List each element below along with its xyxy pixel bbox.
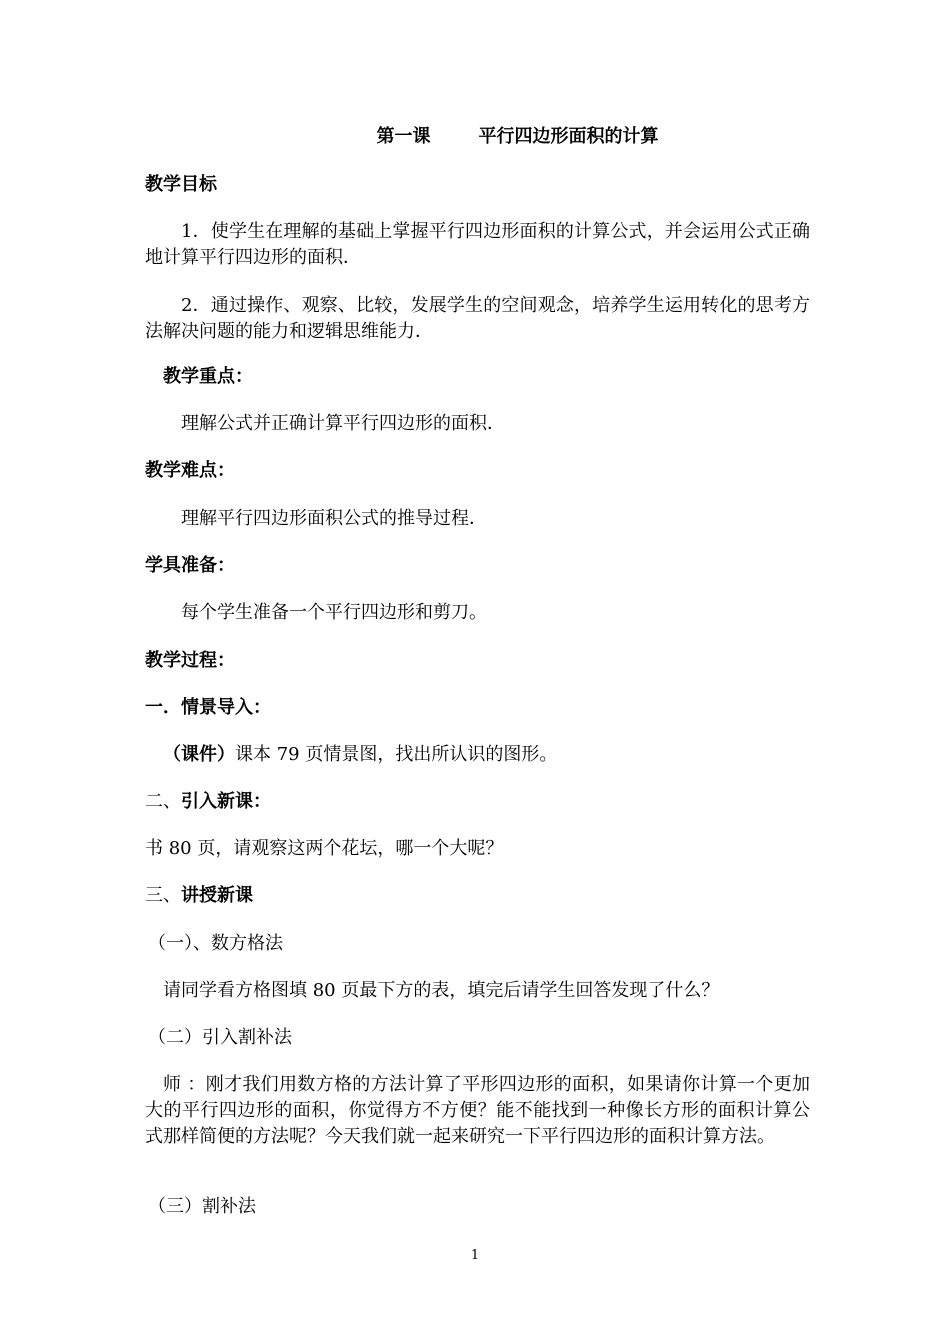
difficult-text: 理解平行四边形面积公式的推导过程． (181, 508, 487, 529)
key-heading: 教学重点： (163, 366, 253, 387)
sub1-text: 请同学看方格图填 80 页最下方的表，填完后请学生回答发现了什么？ (163, 980, 720, 1001)
sub2-heading: （二）引入割补法 (148, 1027, 292, 1048)
goals-heading: 教学目标 (145, 174, 217, 195)
step2-number: 二、 (145, 791, 181, 812)
step1-text: 课本 79 页情景图，找出所认识的图形。 (235, 744, 558, 765)
lesson-number: 第一课 (376, 126, 431, 147)
step1-heading: 一．情景导入： (145, 697, 271, 718)
goal-2: 2．通过操作、观察、比较，发展学生的空间观念，培养学生运用转化的思考方法解决问题的能力和逻辑思维能力． (145, 295, 810, 342)
page-number: 1 (470, 1248, 480, 1263)
step3-title: 讲授新课 (181, 885, 253, 906)
lesson-topic: 平行四边形面积的计算 (478, 126, 659, 147)
step2-title: 引入新课： (181, 791, 271, 812)
tools-heading: 学具准备： (145, 555, 235, 576)
goal-1: 1．使学生在理解的基础上掌握平行四边形面积的计算公式，并会运用公式正确地计算平行四边形的面积． (145, 221, 810, 268)
step3-heading (145, 883, 810, 909)
sub3-heading: （三）割补法 (148, 1196, 256, 1217)
step3-number: 三、 (145, 885, 181, 906)
step1-courseware-label: （课件） (163, 744, 235, 765)
difficult-heading: 教学难点： (145, 460, 235, 481)
step1-line (163, 742, 828, 768)
sub1-heading: （一）、数方格法 (148, 933, 283, 954)
step2-text: 书 80 页，请观察这两个花坛，哪一个大呢？ (145, 838, 504, 859)
lesson-title (0, 124, 950, 150)
teacher-paragraph: 师 ：刚才我们用数方格的方法计算了平形四边形的面积，如果请你计算一个更加大的平行四边形的面积，你觉得方不方便？能不能找到一种像长方形的面积计算公式那样简便的方法呢？今天我们就一起来研究一下平行四边形的面积计算方法。 (145, 1074, 810, 1147)
tools-text: 每个学生准备一个平行四边形和剪刀。 (181, 602, 487, 623)
key-text: 理解公式并正确计算平行四边形的面积． (181, 413, 505, 434)
process-heading: 教学过程： (145, 650, 235, 671)
step2-heading (145, 789, 810, 815)
